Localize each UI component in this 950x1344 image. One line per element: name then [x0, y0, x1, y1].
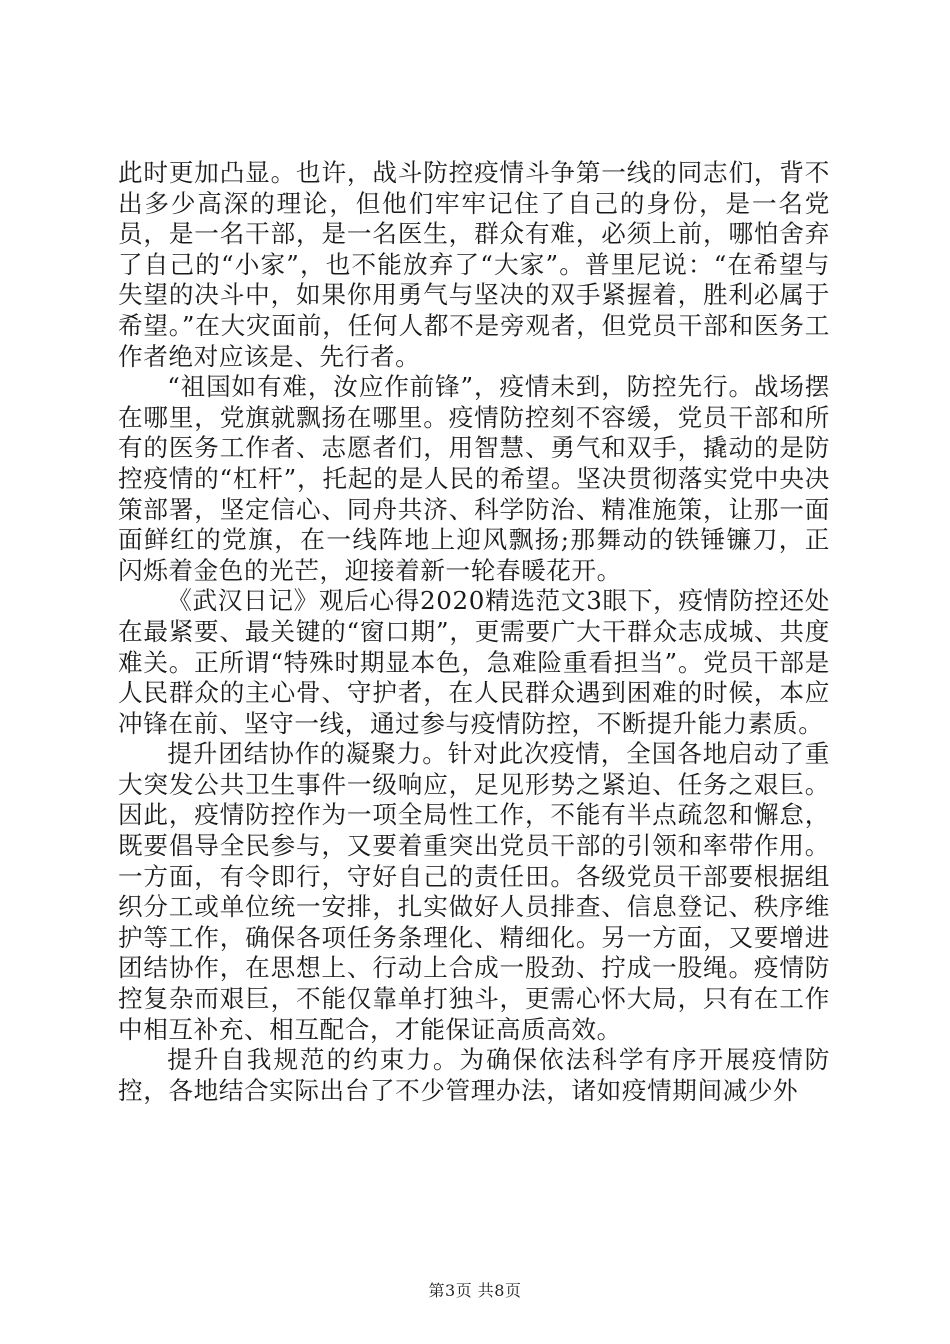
paragraph-4: 提升团结协作的凝聚力。针对此次疫情，全国各地启动了重大突发公共卫生事件一级响应，足见形势之紧迫、任务之艰巨。因此，疫情防控作为一项全局性工作，不能有半点疏忽和懈怠，既要倡导全民参与，又要着重突出党员干部的引领和率带作用。一方面，有令即行，守好自己的责任田。各级党员干部要根据组织分工或单位统一安排，扎实做好人员排查、信息登记、秩序维护等工作，确保各项任务条理化、精细化。另一方面，又要增进团结协作，在思想上、行动上合成一股劲、拧成一股绳。疫情防控复杂而艰巨，不能仅靠单打独斗，更需心怀大局，只有在工作中相互补充、相互配合，才能保证高质高效。 [118, 739, 830, 1044]
page-footer: 第3页 共8页 [428, 1281, 522, 1300]
paragraph-2: “祖国如有难，汝应作前锋”，疫情未到，防控先行。战场摆在哪里，党旗就飘扬在哪里。疫情防控刻不容缓，党员干部和所有的医务工作者、志愿者们，用智慧、勇气和双手，撬动的是防控疫情的“杠杆”，托起的是人民的希望。坚决贯彻落实党中央决策部署，坚定信心、同舟共济、科学防治、精准施策，让那一面面鲜红的党旗，在一线阵地上迎风飘扬;那舞动的铁锤镰刀，正闪烁着金色的光芒，迎接着新一轮春暖花开。 [118, 372, 830, 585]
paragraph-3: 《武汉日记》观后心得2020精选范文3眼下，疫情防控还处在最紧要、最关键的“窗口期”，更需要广大干群众志成城、共度难关。正所谓“特殊时期显本色，急难险重看担当”。党员干部是人民群众的主心骨、守护者，在人民群众遇到困难的时候，本应冲锋在前、坚守一线，通过参与疫情防控，不断提升能力素质。 [118, 586, 830, 738]
paragraph-1: 此时更加凸显。也许，战斗防控疫情斗争第一线的同志们，背不出多少高深的理论，但他们牢牢记住了自己的身份，是一名党员，是一名干部，是一名医生，群众有难，必须上前，哪怕舍弃了自己的“小家”，也不能放弃了“大家”。普里尼说：“在希望与失望的决斗中，如果你用勇气与坚决的双手紧握着，胜利必属于希望。”在大灾面前，任何人都不是旁观者，但党员干部和医务工作者绝对应该是、先行者。 [118, 158, 830, 371]
paragraph-5: 提升自我规范的约束力。为确保依法科学有序开展疫情防控，各地结合实际出台了不少管理办法，诸如疫情期间减少外 [118, 1045, 830, 1105]
document-body [118, 158, 830, 1106]
